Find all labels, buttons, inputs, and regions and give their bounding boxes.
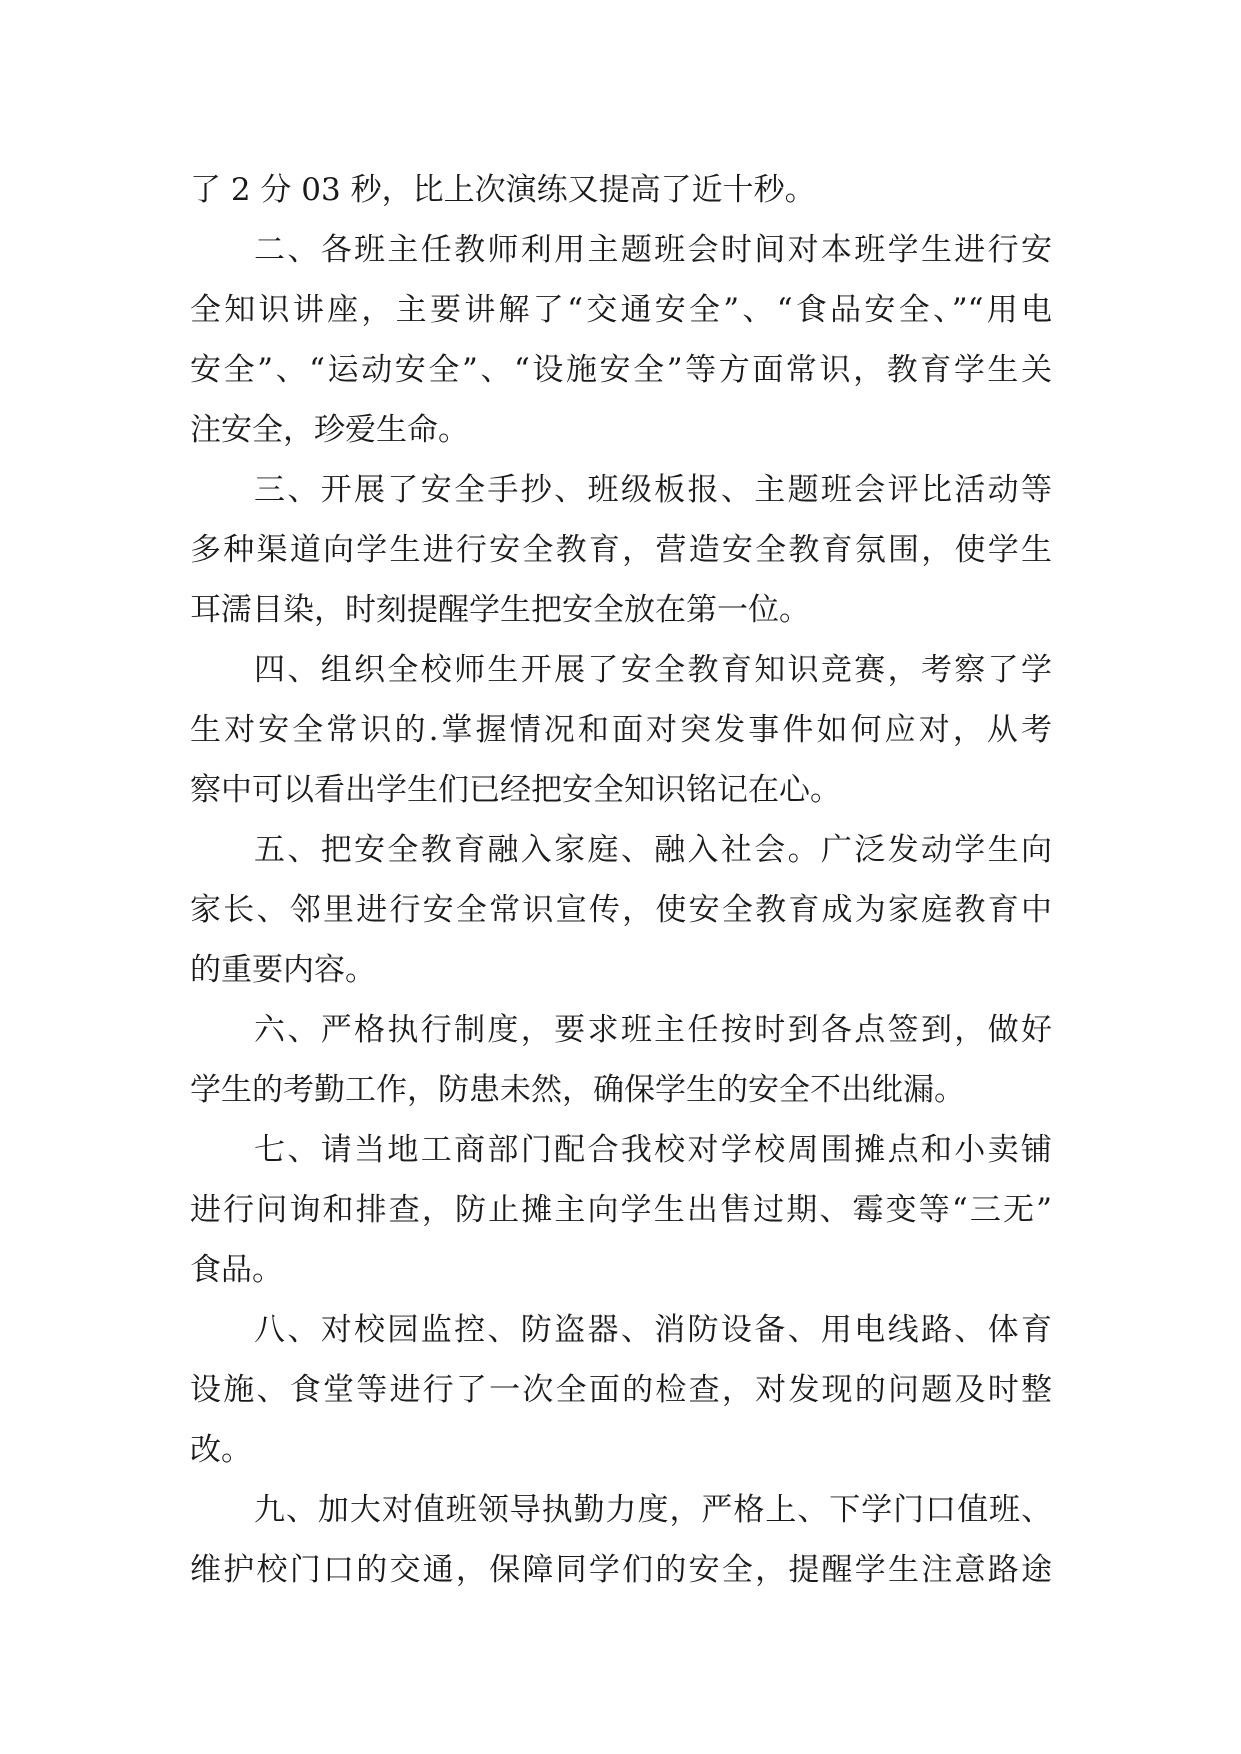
text-line: 的重要内容。: [190, 952, 376, 988]
text-line: 三、开展了安全手抄、班级板报、主题班会评比活动等: [254, 472, 1052, 508]
text-line: 维护校门口的交通，保障同学们的安全，提醒学生注意路途: [190, 1552, 1052, 1588]
text-line: 设施、食堂等进行了一次全面的检查，对发现的问题及时整: [190, 1372, 1052, 1408]
text-line: 察中可以看出学生们已经把安全知识铭记在心。: [190, 772, 841, 808]
text-line: 食品。: [190, 1252, 283, 1288]
text-line: 九、加大对值班领导执勤力度，严格上、下学门口值班、: [254, 1492, 1052, 1528]
text-line: 五、把安全教育融入家庭、融入社会。广泛发动学生向: [254, 832, 1052, 868]
text-line: 多种渠道向学生进行安全教育，营造安全教育氛围，使学生: [190, 532, 1052, 568]
text-line: 改。: [190, 1432, 252, 1468]
text-line: 六、严格执行制度，要求班主任按时到各点签到，做好: [254, 1012, 1052, 1048]
text-line: 全知识讲座，主要讲解了“交通安全”、“食品安全、”“用电: [190, 292, 1052, 328]
text-line: 家长、邻里进行安全常识宣传，使安全教育成为家庭教育中: [190, 892, 1052, 928]
text-line: 七、请当地工商部门配合我校对学校周围摊点和小卖铺: [254, 1132, 1052, 1168]
text-line: 注安全，珍爱生命。: [190, 412, 469, 448]
text-line: 四、组织全校师生开展了安全教育知识竞赛，考察了学: [254, 652, 1052, 688]
text-line: 生对安全常识的.掌握情况和面对突发事件如何应对，从考: [190, 712, 1052, 748]
text-line: 了 2 分 03 秒，比上次演练又提高了近十秒。: [190, 172, 816, 208]
text-line: 安全”、“运动安全”、“设施安全”等方面常识，教育学生关: [190, 352, 1052, 388]
text-line: 学生的考勤工作，防患未然，确保学生的安全不出纰漏。: [190, 1072, 965, 1108]
body-text: [190, 160, 1052, 1600]
text-line: 二、各班主任教师利用主题班会时间对本班学生进行安: [254, 232, 1052, 268]
text-line: 耳濡目染，时刻提醒学生把安全放在第一位。: [190, 592, 810, 628]
text-line: 进行问询和排查，防止摊主向学生出售过期、霉变等“三无”: [190, 1192, 1052, 1228]
text-line: 八、对校园监控、防盗器、消防设备、用电线路、体育: [254, 1312, 1052, 1348]
